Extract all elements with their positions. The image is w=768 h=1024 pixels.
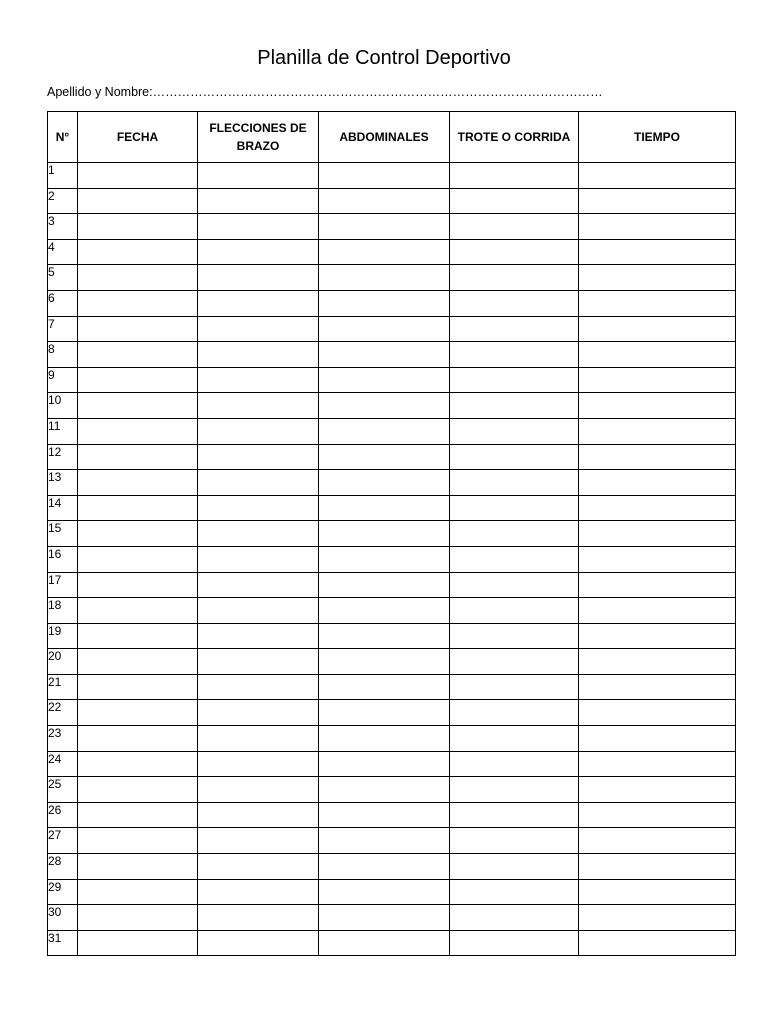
tiempo-cell[interactable] [579,854,736,880]
row-number: 20 [48,649,78,675]
abdominales-cell[interactable] [319,214,450,240]
table-row [48,521,736,547]
tiempo-cell[interactable] [579,265,736,291]
flecciones-cell[interactable] [198,495,319,521]
table-row [48,674,736,700]
trote-cell[interactable] [450,290,579,316]
flecciones-cell[interactable] [198,905,319,931]
table-row [48,163,736,189]
table-row [48,418,736,444]
fecha-cell[interactable] [78,879,198,905]
flecciones-cell[interactable] [198,316,319,342]
table-row [48,342,736,368]
abdominales-cell[interactable] [319,393,450,419]
abdominales-cell[interactable] [319,726,450,752]
table-row [48,367,736,393]
trote-cell[interactable] [450,674,579,700]
table-row [48,879,736,905]
tiempo-cell[interactable] [579,521,736,547]
trote-cell[interactable] [450,521,579,547]
fecha-cell[interactable] [78,623,198,649]
flecciones-cell[interactable] [198,623,319,649]
abdominales-cell[interactable] [319,188,450,214]
fecha-cell[interactable] [78,418,198,444]
trote-cell[interactable] [450,700,579,726]
tiempo-cell[interactable] [579,649,736,675]
table-row [48,854,736,880]
row-number: 31 [48,930,78,956]
fecha-cell[interactable] [78,700,198,726]
row-number: 19 [48,623,78,649]
row-number: 10 [48,393,78,419]
flecciones-cell[interactable] [198,188,319,214]
tiempo-cell[interactable] [579,751,736,777]
abdominales-cell[interactable] [319,649,450,675]
table-row [48,495,736,521]
header-trote: TROTE O CORRIDA [450,112,579,163]
abdominales-cell[interactable] [319,879,450,905]
table-row [48,905,736,931]
trote-cell[interactable] [450,854,579,880]
tiempo-cell[interactable] [579,828,736,854]
flecciones-cell[interactable] [198,265,319,291]
fecha-cell[interactable] [78,495,198,521]
fecha-cell[interactable] [78,802,198,828]
trote-cell[interactable] [450,367,579,393]
abdominales-cell[interactable] [319,444,450,470]
tiempo-cell[interactable] [579,930,736,956]
flecciones-cell[interactable] [198,521,319,547]
trote-cell[interactable] [450,342,579,368]
table-row [48,700,736,726]
name-field-line[interactable]: Apellido y Nombre:……………………………………………………………………………………………… [47,85,603,99]
tiempo-cell[interactable] [579,726,736,752]
row-number: 8 [48,342,78,368]
flecciones-cell[interactable] [198,418,319,444]
table-row [48,623,736,649]
row-number: 17 [48,572,78,598]
tiempo-cell[interactable] [579,290,736,316]
flecciones-cell[interactable] [198,572,319,598]
tiempo-cell[interactable] [579,393,736,419]
row-number: 21 [48,674,78,700]
row-number: 5 [48,265,78,291]
trote-cell[interactable] [450,572,579,598]
table-row [48,598,736,624]
fecha-cell[interactable] [78,854,198,880]
flecciones-cell[interactable] [198,777,319,803]
fecha-cell[interactable] [78,444,198,470]
fecha-cell[interactable] [78,828,198,854]
fecha-cell[interactable] [78,546,198,572]
row-number: 16 [48,546,78,572]
table-row [48,828,736,854]
trote-cell[interactable] [450,444,579,470]
abdominales-cell[interactable] [319,470,450,496]
flecciones-cell[interactable] [198,700,319,726]
fecha-cell[interactable] [78,930,198,956]
row-number: 6 [48,290,78,316]
fecha-cell[interactable] [78,367,198,393]
flecciones-cell[interactable] [198,239,319,265]
fecha-cell[interactable] [78,726,198,752]
row-number: 12 [48,444,78,470]
flecciones-cell[interactable] [198,726,319,752]
row-number: 27 [48,828,78,854]
row-number: 22 [48,700,78,726]
row-number: 13 [48,470,78,496]
tiempo-cell[interactable] [579,905,736,931]
table-row [48,726,736,752]
trote-cell[interactable] [450,188,579,214]
abdominales-cell[interactable] [319,930,450,956]
tiempo-cell[interactable] [579,674,736,700]
trote-cell[interactable] [450,316,579,342]
row-number: 3 [48,214,78,240]
flecciones-cell[interactable] [198,342,319,368]
tiempo-cell[interactable] [579,495,736,521]
header-numero: N° [48,112,78,163]
flecciones-cell[interactable] [198,163,319,189]
row-number: 2 [48,188,78,214]
flecciones-cell[interactable] [198,649,319,675]
trote-cell[interactable] [450,470,579,496]
abdominales-cell[interactable] [319,163,450,189]
row-number: 4 [48,239,78,265]
tiempo-cell[interactable] [579,572,736,598]
tiempo-cell[interactable] [579,470,736,496]
trote-cell[interactable] [450,546,579,572]
abdominales-cell[interactable] [319,802,450,828]
row-number: 24 [48,751,78,777]
flecciones-cell[interactable] [198,802,319,828]
tiempo-cell[interactable] [579,214,736,240]
tiempo-cell[interactable] [579,444,736,470]
tiempo-cell[interactable] [579,163,736,189]
trote-cell[interactable] [450,265,579,291]
abdominales-cell[interactable] [319,546,450,572]
flecciones-cell[interactable] [198,930,319,956]
flecciones-cell[interactable] [198,470,319,496]
table-header-row [48,112,736,163]
flecciones-cell[interactable] [198,546,319,572]
fecha-cell[interactable] [78,751,198,777]
table-body [48,163,736,956]
flecciones-cell[interactable] [198,367,319,393]
trote-cell[interactable] [450,802,579,828]
fecha-cell[interactable] [78,572,198,598]
tiempo-cell[interactable] [579,598,736,624]
abdominales-cell[interactable] [319,495,450,521]
header-flecciones: FLECCIONES DE BRAZO [198,112,319,163]
abdominales-cell[interactable] [319,674,450,700]
tiempo-cell[interactable] [579,623,736,649]
abdominales-cell[interactable] [319,290,450,316]
trote-cell[interactable] [450,751,579,777]
row-number: 14 [48,495,78,521]
table-row [48,470,736,496]
fecha-cell[interactable] [78,674,198,700]
tiempo-cell[interactable] [579,700,736,726]
trote-cell[interactable] [450,905,579,931]
fecha-cell[interactable] [78,163,198,189]
abdominales-cell[interactable] [319,905,450,931]
table-row [48,239,736,265]
row-number: 9 [48,367,78,393]
row-number: 7 [48,316,78,342]
trote-cell[interactable] [450,777,579,803]
abdominales-cell[interactable] [319,316,450,342]
table-row [48,930,736,956]
abdominales-cell[interactable] [319,239,450,265]
row-number: 26 [48,802,78,828]
header-abdominales: ABDOMINALES [319,112,450,163]
fecha-cell[interactable] [78,649,198,675]
trote-cell[interactable] [450,930,579,956]
table-row [48,214,736,240]
tiempo-cell[interactable] [579,879,736,905]
header-tiempo: TIEMPO [579,112,736,163]
trote-cell[interactable] [450,879,579,905]
fecha-cell[interactable] [78,265,198,291]
row-number: 28 [48,854,78,880]
table-row [48,572,736,598]
trote-cell[interactable] [450,623,579,649]
control-table [47,111,736,956]
tiempo-cell[interactable] [579,367,736,393]
trote-cell[interactable] [450,649,579,675]
row-number: 23 [48,726,78,752]
fecha-cell[interactable] [78,521,198,547]
abdominales-cell[interactable] [319,265,450,291]
table-row [48,290,736,316]
flecciones-cell[interactable] [198,444,319,470]
abdominales-cell[interactable] [319,367,450,393]
abdominales-cell[interactable] [319,828,450,854]
fecha-cell[interactable] [78,598,198,624]
flecciones-cell[interactable] [198,214,319,240]
trote-cell[interactable] [450,418,579,444]
fecha-cell[interactable] [78,188,198,214]
abdominales-cell[interactable] [319,854,450,880]
fecha-cell[interactable] [78,290,198,316]
abdominales-cell[interactable] [319,572,450,598]
flecciones-cell[interactable] [198,751,319,777]
abdominales-cell[interactable] [319,623,450,649]
tiempo-cell[interactable] [579,777,736,803]
tiempo-cell[interactable] [579,342,736,368]
table-row [48,265,736,291]
trote-cell[interactable] [450,214,579,240]
row-number: 29 [48,879,78,905]
flecciones-cell[interactable] [198,674,319,700]
page-title: Planilla de Control Deportivo [257,47,511,69]
abdominales-cell[interactable] [319,751,450,777]
abdominales-cell[interactable] [319,418,450,444]
fecha-cell[interactable] [78,470,198,496]
tiempo-cell[interactable] [579,418,736,444]
flecciones-cell[interactable] [198,290,319,316]
flecciones-cell[interactable] [198,393,319,419]
trote-cell[interactable] [450,495,579,521]
fecha-cell[interactable] [78,239,198,265]
abdominales-cell[interactable] [319,598,450,624]
trote-cell[interactable] [450,163,579,189]
row-number: 1 [48,163,78,189]
flecciones-cell[interactable] [198,879,319,905]
header-fecha: FECHA [78,112,198,163]
tiempo-cell[interactable] [579,316,736,342]
table-row [48,444,736,470]
table-row [48,751,736,777]
row-number: 25 [48,777,78,803]
tiempo-cell[interactable] [579,188,736,214]
abdominales-cell[interactable] [319,700,450,726]
tiempo-cell[interactable] [579,546,736,572]
fecha-cell[interactable] [78,316,198,342]
table-row [48,777,736,803]
tiempo-cell[interactable] [579,239,736,265]
fecha-cell[interactable] [78,777,198,803]
table-row [48,316,736,342]
flecciones-cell[interactable] [198,854,319,880]
fecha-cell[interactable] [78,905,198,931]
fecha-cell[interactable] [78,342,198,368]
row-number: 15 [48,521,78,547]
table-row [48,546,736,572]
row-number: 30 [48,905,78,931]
fecha-cell[interactable] [78,393,198,419]
abdominales-cell[interactable] [319,342,450,368]
row-number: 18 [48,598,78,624]
tiempo-cell[interactable] [579,802,736,828]
fecha-cell[interactable] [78,214,198,240]
table-row [48,393,736,419]
table-row [48,649,736,675]
row-number: 11 [48,418,78,444]
table-row [48,802,736,828]
abdominales-cell[interactable] [319,521,450,547]
trote-cell[interactable] [450,828,579,854]
trote-cell[interactable] [450,393,579,419]
flecciones-cell[interactable] [198,598,319,624]
table-row [48,188,736,214]
trote-cell[interactable] [450,598,579,624]
trote-cell[interactable] [450,239,579,265]
abdominales-cell[interactable] [319,777,450,803]
flecciones-cell[interactable] [198,828,319,854]
trote-cell[interactable] [450,726,579,752]
